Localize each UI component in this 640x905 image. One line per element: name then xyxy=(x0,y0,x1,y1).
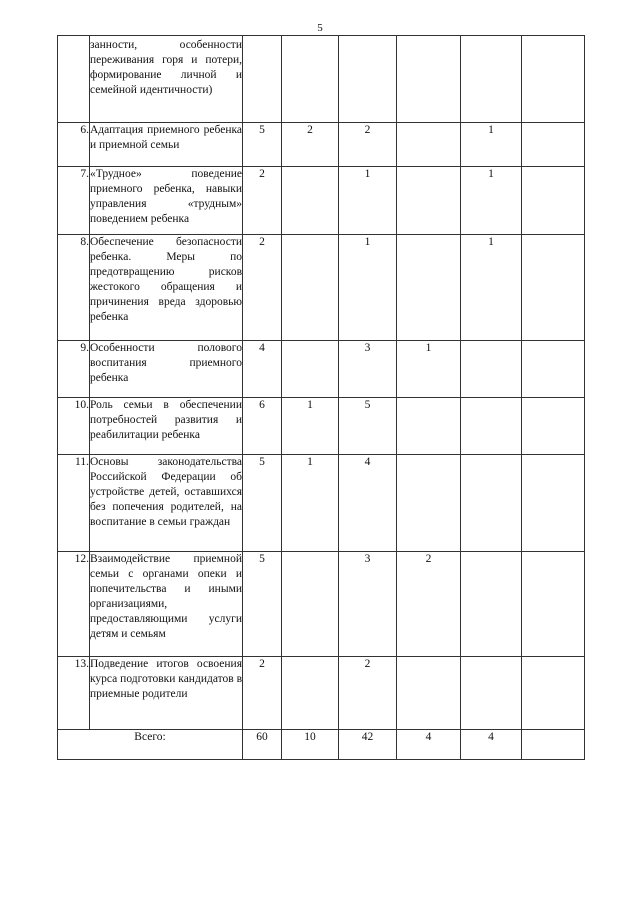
row-number xyxy=(58,36,90,123)
table-row xyxy=(58,552,585,657)
row-topic: Роль семьи в обеспечении потребностей развития и реабилитации ребенка xyxy=(90,398,243,455)
row-topic: Подведение итогов освоения курса подготовки кандидатов в приемные родители xyxy=(90,657,243,730)
row-number: 13. xyxy=(58,657,90,730)
row-hours-total: 5 xyxy=(243,455,282,552)
total-hours-col4: 4 xyxy=(397,730,461,760)
row-hours-col6 xyxy=(522,552,585,657)
row-hours-col6 xyxy=(522,398,585,455)
table-row xyxy=(58,455,585,552)
table-row xyxy=(58,235,585,341)
table-row xyxy=(58,123,585,167)
row-hours-total: 6 xyxy=(243,398,282,455)
page-number: 5 xyxy=(317,22,323,34)
row-hours-col4: 2 xyxy=(397,552,461,657)
row-hours-col5 xyxy=(461,36,522,123)
row-hours-total: 2 xyxy=(243,657,282,730)
row-hours-col5: 1 xyxy=(461,167,522,235)
row-hours-col2: 1 xyxy=(282,455,339,552)
row-number: 10. xyxy=(58,398,90,455)
row-topic: Адаптация приемного ребенка и приемной семьи xyxy=(90,123,243,167)
total-label: Всего: xyxy=(58,730,243,760)
row-hours-col5 xyxy=(461,398,522,455)
row-hours-col6 xyxy=(522,341,585,398)
row-hours-col2 xyxy=(282,36,339,123)
table-row xyxy=(58,657,585,730)
row-hours-col5: 1 xyxy=(461,123,522,167)
row-topic: Основы законодательства Российской Федерации об устройстве детей, оставшихся без попечения родителей, на воспитание в семьи граждан xyxy=(90,455,243,552)
row-hours-col4 xyxy=(397,36,461,123)
row-hours-total: 2 xyxy=(243,235,282,341)
row-hours-col2: 1 xyxy=(282,398,339,455)
row-number: 12. xyxy=(58,552,90,657)
row-hours-col6 xyxy=(522,657,585,730)
row-hours-col4: 1 xyxy=(397,341,461,398)
row-hours-col5 xyxy=(461,657,522,730)
table-row xyxy=(58,398,585,455)
row-hours-col5 xyxy=(461,552,522,657)
row-hours-col3: 4 xyxy=(339,455,397,552)
table-row xyxy=(58,341,585,398)
row-topic: Взаимодействие приемной семьи с органами опеки и попечительства и иными организациями, предоставляющими услуги детям и семьям xyxy=(90,552,243,657)
row-topic: Особенности полового воспитания приемного ребенка xyxy=(90,341,243,398)
row-hours-col4 xyxy=(397,235,461,341)
row-hours-col2 xyxy=(282,657,339,730)
row-number: 8. xyxy=(58,235,90,341)
row-number: 9. xyxy=(58,341,90,398)
row-hours-col3: 3 xyxy=(339,341,397,398)
row-number: 6. xyxy=(58,123,90,167)
row-hours-col4 xyxy=(397,455,461,552)
row-hours-col3: 3 xyxy=(339,552,397,657)
row-topic: занности, особенности переживания горя и потери, формирование личной и семейной идентичности) xyxy=(90,36,243,123)
row-topic: «Трудное» поведение приемного ребенка, навыки управления «трудным» поведением ребенка xyxy=(90,167,243,235)
table-row xyxy=(58,167,585,235)
total-hours-col6 xyxy=(522,730,585,760)
row-hours-col2 xyxy=(282,552,339,657)
row-hours-total xyxy=(243,36,282,123)
course-plan-table xyxy=(57,35,585,760)
row-hours-col3: 2 xyxy=(339,123,397,167)
total-hours-col3: 42 xyxy=(339,730,397,760)
row-hours-col6 xyxy=(522,455,585,552)
row-hours-col3: 2 xyxy=(339,657,397,730)
row-hours-total: 2 xyxy=(243,167,282,235)
row-hours-total: 5 xyxy=(243,552,282,657)
row-hours-col3: 5 xyxy=(339,398,397,455)
row-hours-col2 xyxy=(282,167,339,235)
total-row xyxy=(58,730,585,760)
row-hours-col3 xyxy=(339,36,397,123)
row-number: 11. xyxy=(58,455,90,552)
row-number: 7. xyxy=(58,167,90,235)
row-hours-col6 xyxy=(522,123,585,167)
row-hours-col4 xyxy=(397,398,461,455)
row-hours-col6 xyxy=(522,36,585,123)
row-hours-total: 5 xyxy=(243,123,282,167)
row-hours-col4 xyxy=(397,657,461,730)
row-hours-total: 4 xyxy=(243,341,282,398)
total-hours-col2: 10 xyxy=(282,730,339,760)
row-hours-col5 xyxy=(461,341,522,398)
total-hours-total: 60 xyxy=(243,730,282,760)
row-hours-col4 xyxy=(397,123,461,167)
table-row xyxy=(58,36,585,123)
row-hours-col3: 1 xyxy=(339,235,397,341)
row-hours-col5: 1 xyxy=(461,235,522,341)
row-hours-col3: 1 xyxy=(339,167,397,235)
row-topic: Обеспечение безопасности ребенка. Меры по предотвращению рисков жестокого обращения и причинения вреда здоровью ребенка xyxy=(90,235,243,341)
row-hours-col2 xyxy=(282,235,339,341)
row-hours-col4 xyxy=(397,167,461,235)
row-hours-col2 xyxy=(282,341,339,398)
row-hours-col2: 2 xyxy=(282,123,339,167)
total-hours-col5: 4 xyxy=(461,730,522,760)
row-hours-col5 xyxy=(461,455,522,552)
row-hours-col6 xyxy=(522,167,585,235)
row-hours-col6 xyxy=(522,235,585,341)
